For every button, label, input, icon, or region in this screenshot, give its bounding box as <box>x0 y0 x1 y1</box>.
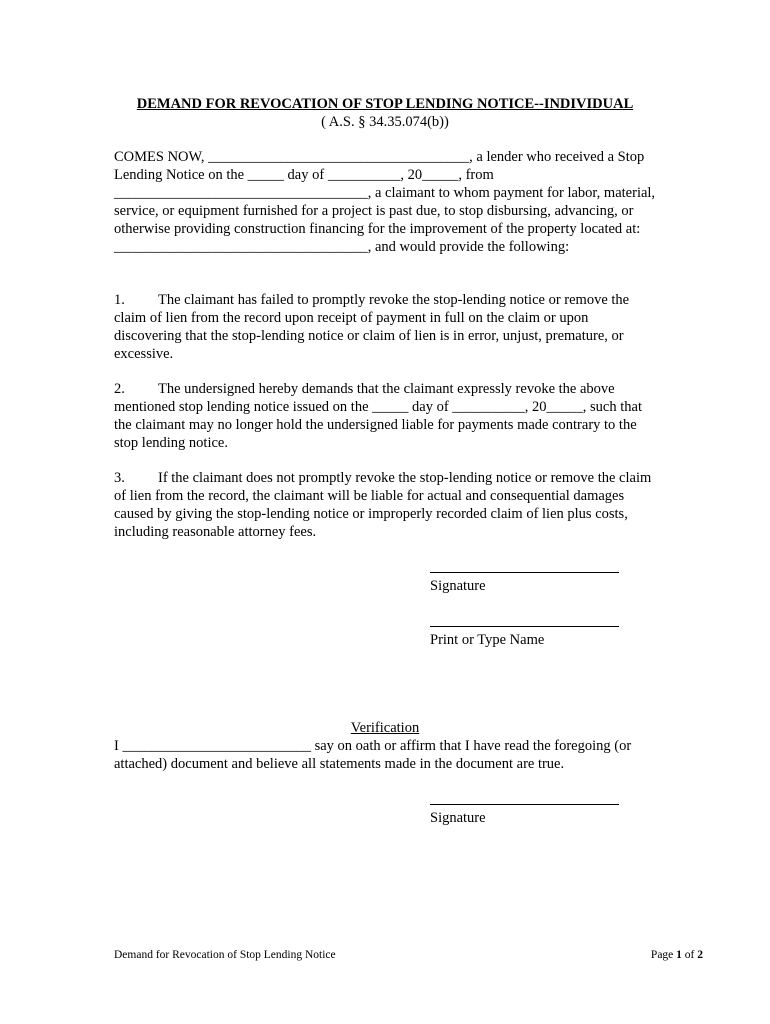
footer-document-name: Demand for Revocation of Stop Lending Notice <box>114 949 336 961</box>
paragraph-3-text: If the claimant does not promptly revoke the stop-lending notice or remove the claim of lien from the record, the claimant will be liable for actual and consequential damages caused by giving the stop-lending notice or improperly recorded claim of lien plus costs, including reasonable attorney fees. <box>114 470 652 540</box>
signature-line <box>430 556 619 573</box>
signature-block <box>430 556 660 595</box>
verification-paragraph: I __________________________ say on oath or affirm that I have read the foregoing (or attached) document and believe all statements made in the document are true. <box>114 738 632 772</box>
document-title-text: DEMAND FOR REVOCATION OF STOP LENDING NOTICE--INDIVIDUAL <box>136 96 634 112</box>
paragraph-2-number: 2. <box>114 381 125 397</box>
verification-signature-line <box>430 788 619 805</box>
footer-page-number <box>651 948 703 962</box>
footer-page-current: 1 <box>676 949 682 961</box>
verification-signature-block <box>430 788 660 827</box>
paragraph-2-text: The undersigned hereby demands that the claimant expressly revoke the above mentioned stop lending notice issued on the _____ day of __________, 20_____, such that the claimant may no longer hold the undersigned liable for payments made contrary to the stop lending notice. <box>114 381 642 451</box>
footer-page-total: 2 <box>697 949 703 961</box>
paragraph-3-number: 3. <box>114 470 125 486</box>
print-name-block <box>430 610 660 649</box>
intro-paragraph: COMES NOW, ____________________________________, a lender who received a Stop Lending Notice on the _____ day of __________, 20_____, from ___________________________________, a claimant to whom payment for labor, material, service, or equipment furnished for a project is past due, to stop disbursing, advancing, or otherwise providing construction financing for the improvement of the property located at: ___________________________________, and would provide the following: <box>114 149 656 255</box>
footer-page-prefix: Page <box>650 949 674 961</box>
print-name-label: Print or Type Name <box>430 632 545 648</box>
footer-page-of: of <box>684 949 695 961</box>
document-subtitle: ( A.S. § 34.35.074(b)) <box>321 114 449 130</box>
paragraph-1-number: 1. <box>114 292 125 308</box>
signature-label: Signature <box>430 578 486 594</box>
verification-signature-label: Signature <box>430 810 486 826</box>
paragraph-1 <box>114 291 659 363</box>
document-title <box>0 95 770 113</box>
paragraph-2 <box>114 380 659 452</box>
paragraph-1-text: The claimant has failed to promptly revoke the stop-lending notice or remove the claim of lien from the record upon receipt of payment in full on the claim or upon discovering that the stop-lending notice or claim of lien is in error, unjust, premature, or excessive. <box>114 292 630 362</box>
paragraph-3 <box>114 469 659 541</box>
print-name-line <box>430 610 619 627</box>
verification-heading <box>0 719 770 737</box>
verification-heading-text: Verification <box>350 720 420 736</box>
